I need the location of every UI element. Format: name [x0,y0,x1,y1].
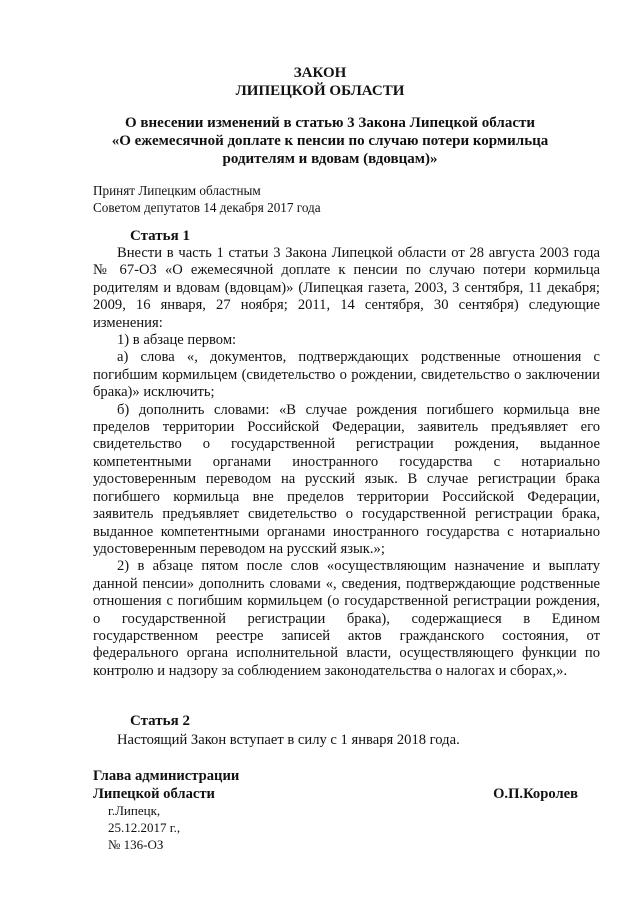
law-title-line1: ЗАКОН [293,65,347,81]
law-subtitle-line1: О внесении изменений в статью 3 Закона Липецкой области [125,115,535,131]
law-subtitle-line2: «О ежемесячной доплате к пенсии по случаю потери кормильца [111,133,549,149]
law-subtitle-line3: родителям и вдовам (вдовцам)» [222,151,438,167]
article-2-body [93,732,600,749]
article-1-paragraph: б) дополнить словами: «В случае рождения погибшего кормильца вне пределов территории Российской Федерации, заявитель предъявляет его свидетельство о государственной регистрации рождения, выданное компетентными органами иностранного государства с нотариально удостоверенным переводом на русский язык. В случае регистрации брака погибшего кормильца вне пределов территории Российской Федерации, заявитель предъявляет свидетельство о государственной регистрации брака, выданное компетентными органами иностранного государства с нотариально удостоверенным переводом на русский язык.»; [93,401,600,557]
adoption-note-line1: Принят Липецким областным [93,183,261,198]
signature-position-line2: Липецкой области [93,786,215,802]
place-city: г.Липецк, [108,803,161,818]
article-1-paragraph: Внести в часть 1 статьи 3 Закона Липецкой области от 28 августа 2003 года № 67-ОЗ «О ежемесячной доплате к пенсии по случаю потери кормильца родителям и вдовам (вдовцам)» (Липецкая газета, 2003, 3 сентября, 11 декабря; 2009, 16 января, 27 ноября; 2011, 14 сентября, 30 сентября) следующие изменения: [93,245,600,331]
article-1-paragraph: 2) в абзаце пятом после слов «осуществляющим назначение и выплату данной пенсии» дополнить словами «, сведения, подтверждающие родственные отношения с погибшим кормильцем (о государственной регистрации рождения, о государственной регистрации брака), содержащиеся в Едином государственном реестре записей актов гражданского состояния, от федерального органа исполнительной власти, осуществляющего функции по контролю и надзору за соблюдением законодательства о налогах и сборах,». [93,558,600,679]
adoption-note-line2: Советом депутатов 14 декабря 2017 года [93,200,321,215]
signature-row [93,785,600,803]
adoption-note [93,182,393,216]
article-1-heading: Статья 1 [130,228,190,244]
place-date: 25.12.2017 г., [108,820,181,835]
article-1-paragraph: а) слова «, документов, подтверждающих родственные отношения с погибшим кормильцем (свидетельство о рождении, свидетельство о заключении брака)» исключить; [93,349,600,401]
law-title [0,64,640,100]
signature-position-line1: Глава администрации [93,768,240,784]
law-number: № 136-ОЗ [108,837,164,852]
signatory-name: О.П.Королев [493,786,578,802]
place-date-number [108,802,180,853]
article-2-paragraph: Настоящий Закон вступает в силу с 1 января 2018 года. [117,732,460,748]
article-1-body [93,245,600,680]
law-title-line2: ЛИПЕЦКОЙ ОБЛАСТИ [235,83,405,99]
article-1-paragraph: 1) в абзаце первом: [117,332,237,349]
signature-block [93,767,600,803]
article-2-heading: Статья 2 [130,713,190,729]
law-subtitle [60,114,600,168]
